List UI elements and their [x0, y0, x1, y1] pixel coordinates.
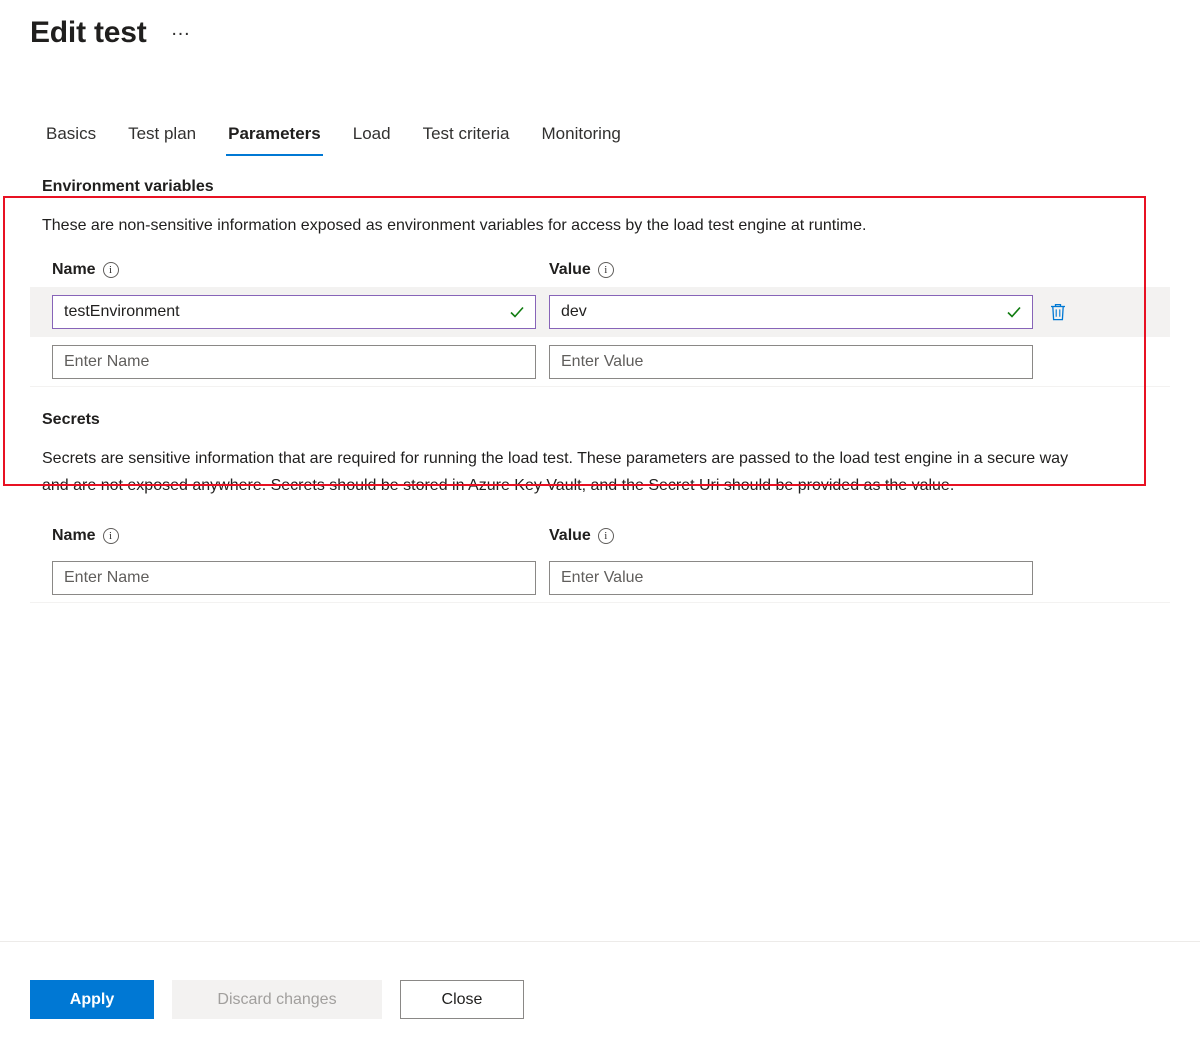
- env-name-input-new[interactable]: [52, 345, 536, 379]
- table-row: [30, 287, 1170, 337]
- env-name-header-label: Name: [52, 261, 96, 278]
- page-title: Edit test: [30, 16, 147, 49]
- env-value-header: [549, 261, 1046, 279]
- secrets-description: Secrets are sensitive information that are required for running the load test. These parameters are passed to the load test engine in a secure way and are not exposed anywhere. Secrets should be stored in Azure Key Vault, and the Secret Uri should be provided as the value.: [42, 450, 1069, 494]
- tab-basics[interactable]: Basics: [46, 124, 97, 143]
- environment-variables-description: These are non-sensitive information exposed as environment variables for access by the load test engine at runtime.: [42, 217, 867, 234]
- footer-actions: [30, 980, 524, 1019]
- apply-button[interactable]: Apply: [30, 980, 154, 1019]
- env-name-header: [52, 261, 549, 279]
- tab-monitoring[interactable]: Monitoring: [541, 124, 621, 143]
- env-column-headers: [52, 261, 1170, 279]
- close-button[interactable]: Close: [400, 980, 524, 1019]
- secrets-rows: [30, 553, 1170, 603]
- info-icon[interactable]: i: [598, 262, 614, 278]
- tab-parameters[interactable]: Parameters: [212, 124, 337, 156]
- trash-icon: [1049, 302, 1067, 322]
- tab-bar: [0, 114, 1200, 156]
- env-value-field-wrap-new: [549, 345, 1033, 379]
- secret-value-field-wrap: [549, 561, 1033, 595]
- info-icon[interactable]: i: [598, 528, 614, 544]
- env-value-field-wrap: [549, 295, 1033, 329]
- discard-changes-button: Discard changes: [172, 980, 382, 1019]
- secrets-value-header-label: Value: [549, 527, 591, 544]
- info-icon[interactable]: i: [103, 528, 119, 544]
- env-rows: [30, 287, 1170, 387]
- secrets-value-header: [549, 527, 1046, 545]
- env-value-input-0[interactable]: [549, 295, 1033, 329]
- secrets-name-header-label: Name: [52, 527, 96, 544]
- env-value-input-new[interactable]: [549, 345, 1033, 379]
- more-options-icon[interactable]: …: [170, 18, 191, 40]
- secrets-name-header: [52, 527, 549, 545]
- parameters-content: [0, 178, 1200, 603]
- footer-divider: [0, 941, 1200, 942]
- table-row: [30, 337, 1170, 387]
- env-name-input-0[interactable]: [52, 295, 536, 329]
- tab-load[interactable]: Load: [352, 124, 391, 143]
- secret-value-input[interactable]: [549, 561, 1033, 595]
- tab-test-plan[interactable]: Test plan: [128, 124, 197, 143]
- environment-variables-title: Environment variables: [42, 178, 214, 195]
- tab-test-criteria[interactable]: Test criteria: [422, 124, 510, 143]
- env-value-header-label: Value: [549, 261, 591, 278]
- env-name-field-wrap-new: [52, 345, 536, 379]
- env-name-field-wrap: [52, 295, 536, 329]
- table-row: [30, 553, 1170, 603]
- secrets-title: Secrets: [42, 411, 100, 428]
- secret-name-field-wrap: [52, 561, 536, 595]
- secret-name-input[interactable]: [52, 561, 536, 595]
- secrets-column-headers: [52, 527, 1170, 545]
- page-header: [0, 0, 1200, 52]
- info-icon[interactable]: i: [103, 262, 119, 278]
- delete-row-button-0[interactable]: [1046, 300, 1070, 324]
